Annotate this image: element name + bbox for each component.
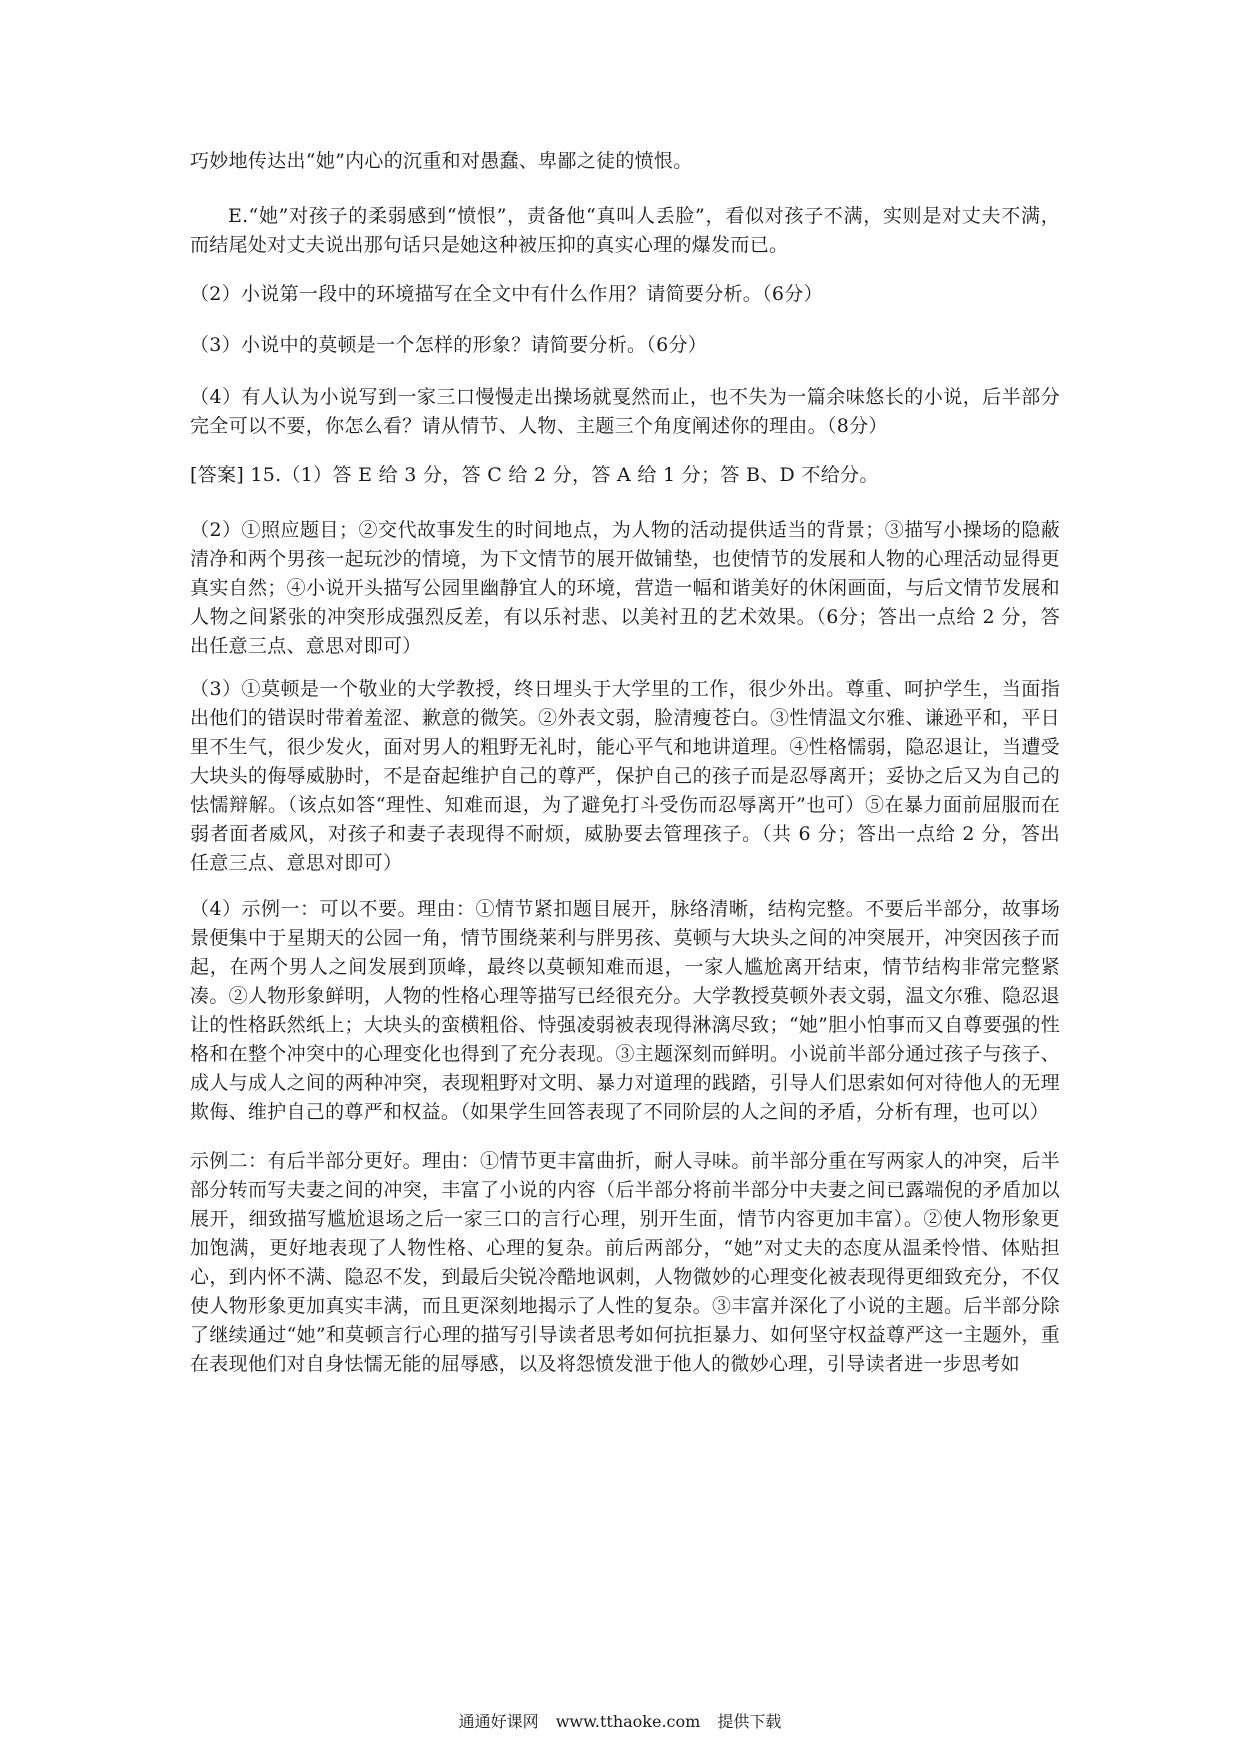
answer-15-3: （3）①莫顿是一个敬业的大学教授，终日埋头于大学里的工作，很少外出。尊重、呵护学生，当面指出他们的错误时带着羞涩、歉意的微笑。②外表文弱，脸清瘦苍白。③性情温文尔雅、谦逊平和，平日里不生气，很少发火，面对男人的粗野无礼时，能心平气和地讲道理。④性格懦弱，隐忍退让，当遭受大块头的侮辱威胁时，不是奋起维护自己的尊严，保护自己的孩子而是忍辱离开；妥协之后又为自己的怯懦辩解。（该点如答“理性、知难而退，为了避免打斗受伤而忍辱离开”也可）⑤在暴力面前屈服而在弱者面者威风，对孩子和妻子表现得不耐烦，威胁要去管理孩子。（共 6 分；答出一点给 2 分，答出任意三点、意思对即可） — [190, 678, 1060, 874]
question-2: （2）小说第一段中的环境描写在全文中有什么作用？请简要分析。（6分） — [190, 283, 823, 305]
footer-url[interactable]: www.tthaoke.com — [555, 1712, 701, 1731]
footer-site-name: 通通好课网 — [458, 1712, 539, 1731]
paragraph-continuation: 巧妙地传达出“她”内心的沉重和对愚蠢、卑鄙之徒的愤恨。 — [190, 150, 693, 172]
page-footer — [0, 1712, 1240, 1732]
footer-tagline: 提供下载 — [717, 1712, 782, 1731]
answer-15-2: （2）①照应题目；②交代故事发生的时间地点，为人物的活动提供适当的背景；③描写小操场的隐蔽清净和两个男孩一起玩沙的情境，为下文情节的展开做铺垫，也使情节的发展和人物的心理活动显得更真实自然；④小说开头描写公园里幽静宜人的环境，营造一幅和谐美好的休闲画面，与后文情节发展和人物之间紧张的冲突形成强烈反差，有以乐衬悲、以美衬丑的艺术效果。（6分；答出一点给 2 分，答出任意三点、意思对即可） — [190, 519, 1060, 657]
question-3: （3）小说中的莫顿是一个怎样的形象？请简要分析。（6分） — [190, 334, 708, 356]
answer-15-1: [答案] 15.（1）答 E 给 3 分，答 C 给 2 分，答 A 给 1 分；答 B、D 不给分。 — [190, 464, 879, 486]
question-4: （4）有人认为小说写到一家三口慢慢走出操场就戛然而止，也不失为一篇余味悠长的小说，后半部分完全可以不要，你怎么看？请从情节、人物、主题三个角度阐述你的理由。（8分） — [190, 386, 1060, 437]
answer-15-4-example-1: （4）示例一：可以不要。理由：①情节紧扣题目展开，脉络清晰，结构完整。不要后半部分，故事场景便集中于星期天的公园一角，情节围绕莱利与胖男孩、莫顿与大块头之间的冲突展开，冲突因孩子而起，在两个男人之间发展到顶峰，最终以莫顿知难而退，一家人尴尬离开结束，情节结构非常完整紧凑。②人物形象鲜明，人物的性格心理等描写已经很充分。大学教授莫顿外表文弱，温文尔雅、隐忍退让的性格跃然纸上；大块头的蛮横粗俗、恃强凌弱被表现得淋漓尽致；“她”胆小怕事而又自尊要强的性格和在整个冲突中的心理变化也得到了充分表现。③主题深刻而鲜明。小说前半部分通过孩子与孩子、成人与成人之间的两种冲突，表现粗野对文明、暴力对道理的践踏，引导人们思索如何对待他人的无理欺侮、维护自己的尊严和权益。（如果学生回答表现了不同阶层的人之间的矛盾，分析有理，也可以） — [190, 898, 1060, 1123]
paragraph-option-e: E.“她”对孩子的柔弱感到“愤恨”，责备他“真叫人丢脸”，看似对孩子不满，实则是对丈夫不满，而结尾处对丈夫说出那句话只是她这种被压抑的真实心理的爆发而已。 — [190, 205, 1060, 256]
answer-15-4-example-2: 示例二：有后半部分更好。理由：①情节更丰富曲折，耐人寻味。前半部分重在写两家人的冲突，后半部分转而写夫妻之间的冲突，丰富了小说的内容（后半部分将前半部分中夫妻之间已露端倪的矛盾加以展开，细致描写尴尬退场之后一家三口的言行心理，别开生面，情节内容更加丰富）。②使人物形象更加饱满，更好地表现了人物性格、心理的复杂。前后两部分，“她”对丈夫的态度从温柔怜惜、体贴担心，到内怀不满、隐忍不发，到最后尖锐冷酷地讽刺，人物微妙的心理变化被表现得更细致充分，不仅使人物形象更加真实丰满，而且更深刻地揭示了人性的复杂。③丰富并深化了小说的主题。后半部分除了继续通过“她”和莫顿言行心理的描写引导读者思考如何抗拒暴力、如何坚守权益尊严这一主题外，重在表现他们对自身怯懦无能的屈辱感，以及将怨愤发泄于他人的微妙心理，引导读者进一步思考如 — [190, 1150, 1060, 1375]
